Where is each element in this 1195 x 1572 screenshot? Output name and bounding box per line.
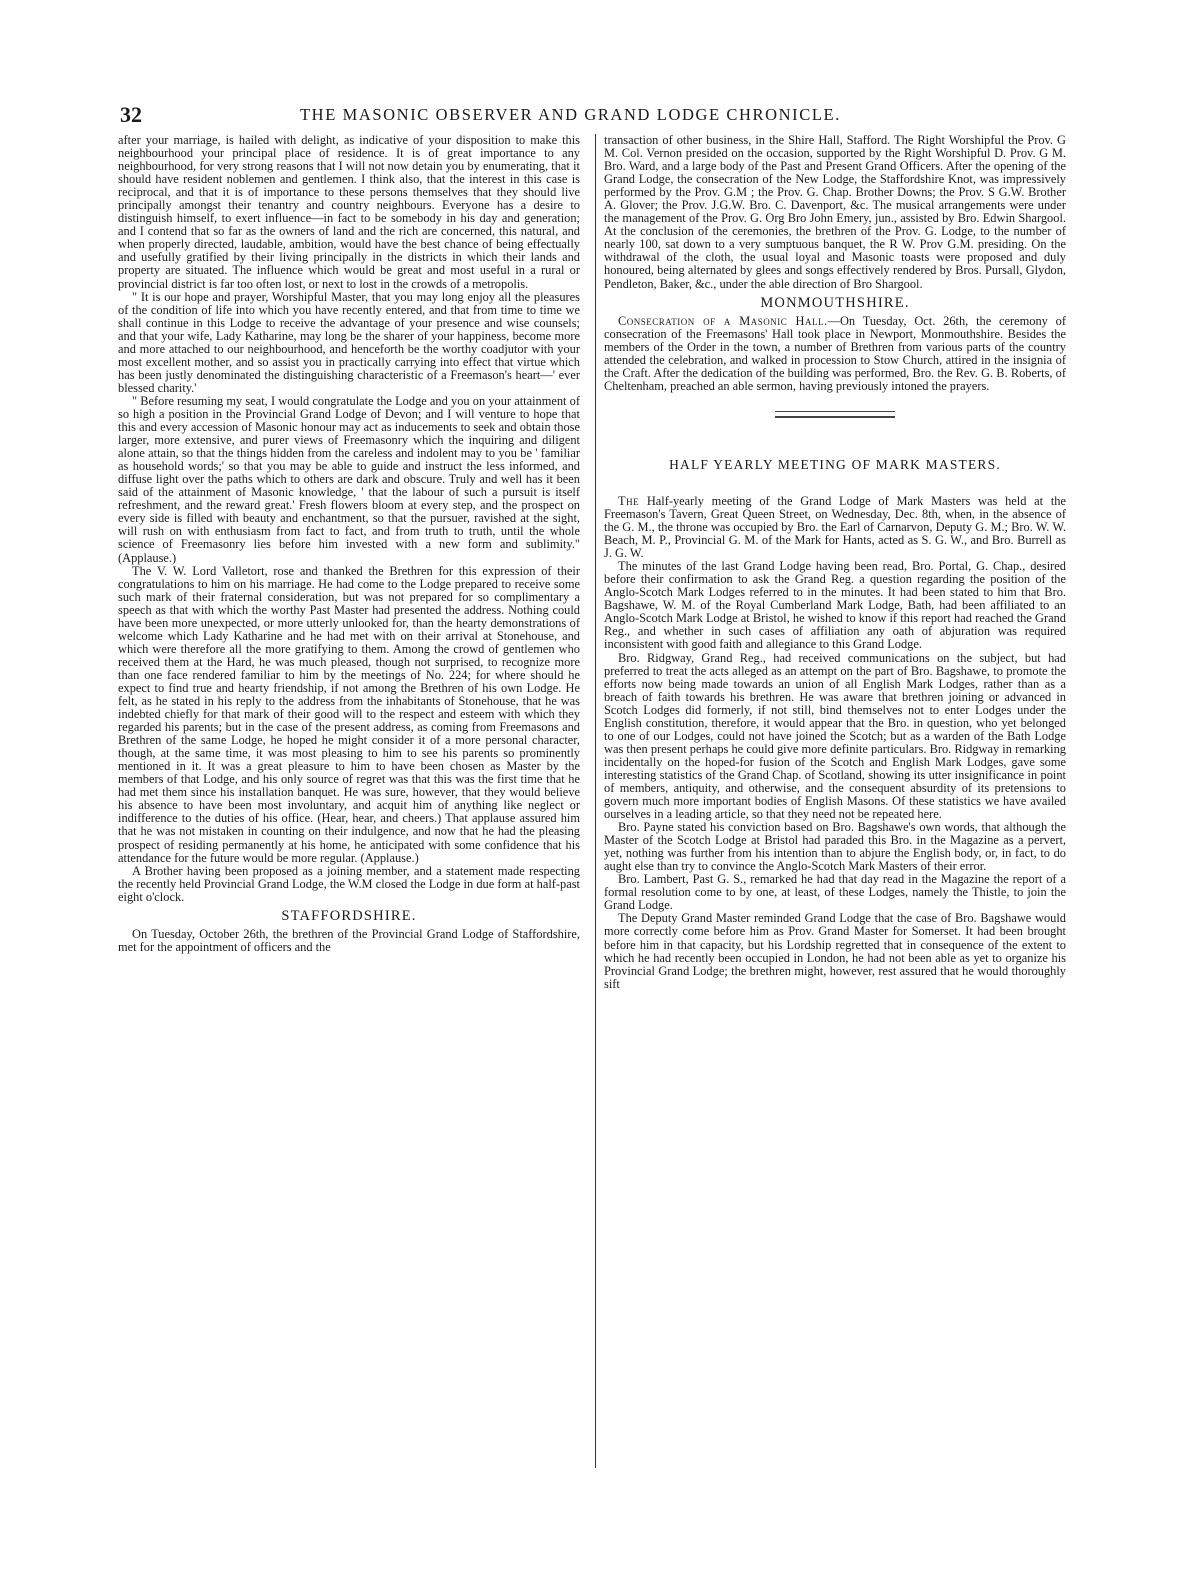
mark-lead-word: The [618,493,640,508]
left-paragraph-1: after your marriage, is hailed with delight, as indicative of your disposition to make this neighbourhood your principal place of residence. It is of great importance to any neighbourhood, for very strong reasons that I will not now detain you by enumerating, that it should have resident noblemen and gentlemen. I think also, that the interest in this case is reciprocal, and that it is of importance to these persons themselves that they should live principally amongst their tenantry and country neighbours. Everyone has a desire to distinguish himself, to exert influence—in fact to be somebody in his day and generation; and I contend that so far as the owners of land and the rich are concerned, this natural, and when properly directed, laudable, ambition, would have the best chance of being effectually and usefully gratified by their living principally in the districts in which their lands and property are situated. The influence which would be great and most useful in a rural or provincial district is far too often lost, or next to lost in the crowds of a metropolis. [118,133,580,291]
section-ornament-rule [775,411,895,418]
mark-paragraph-5: Bro. Lambert, Past G. S., remarked he had that day read in the Magazine the report of a formal resolution come to by one, at least, of these Lodges, namely the Thistle, to join the Grand Lodge. [604,872,1066,913]
left-column [118,134,580,954]
page-number: 32 [120,102,142,127]
staffordshire-heading: STAFFORDSHIRE. [281,907,417,924]
mark-paragraph-1-text: Half-yearly meeting of the Grand Lodge of Mark Masters was held at the Freemason's Tavern, Great Queen Street, on Wednesday, Dec. 8th, when, in the absence of the G. M., the throne was occupied by Bro. the Earl of Carnarvon, Deputy G. M.; Bro. W. W. Beach, M. P., Provincial G. M. of the Mark for Hants, acted as S. G. W., and Bro. Burrell as J. G. W. [604,493,1066,561]
monmouthshire-lead: Consecration of a Masonic Hall. [618,313,828,328]
mark-paragraph-3: Bro. Ridgway, Grand Reg., had received communications on the subject, but had preferred to treat the acts alleged as an attempt on the part of Bro. Bagshawe, to promote the efforts now being made towards an union of all English Mark Lodges, rather than as a breach of faith towards his brethren. He was aware that brethren joining or advanced in Scotch Lodges did formerly, if not still, bind themselves not to enter Lodges under the English constitution, therefore, it would appear that the Bro. in question, who yet belonged to one of our Lodges, could not have joined the Scotch; but as a warden of the Bath Lodge was then present perhaps he could give more definite particulars. Bro. Ridgway in remarking incidentally on the hoped-for fusion of the Scotch and English Mark Lodges, gave some interesting statistics of the Grand Chap. of Scotland, showing its utter insignificance in point of members, antiquity, and otherwise, and the consequent absurdity of its pretensions to govern much more important bodies of English Masons. Of these statistics we have availed ourselves in a leading article, so that they need not be repeated here. [604,650,1066,822]
mark-paragraph-6: The Deputy Grand Master reminded Grand Lodge that the case of Bro. Bagshawe would more correctly come before him as Prov. Grand Master for Somerset. It had been brought before him in that capacity, but his Lordship regretted that in consequence of the extent to which he had recently been occupied in London, he had not been able as yet to organize his Provincial Grand Lodge; the brethren might, however, rest assured that he would thoroughly sift [604,911,1066,991]
monmouthshire-text: —On Tuesday, Oct. 26th, the ceremony of consecration of the Freemasons' Hall took place in Newport, Monmouthshire. Besides the members of the Order in the town, a number of Brethren from various parts of the country attended the celebration, and walked in procession to Stow Church, attired in the insignia of the Craft. After the dedication of the building was performed, Bro. the Rev. G. B. Roberts, of Cheltenham, preached an able sermon, having previously intoned the prayers. [604,313,1066,393]
monmouthshire-paragraph [604,315,1066,393]
mark-paragraph-1 [604,495,1066,560]
left-paragraph-3: " Before resuming my seat, I would congratulate the Lodge and you on your attainment of so high a position in the Provincial Grand Lodge of Devon; and I will venture to hope that this and every accession of Masonic honour may act as inducements to seek and obtain those larger, more extensive, and purer views of Freemasonry which the inquiring and diligent alone attain, so that the things hidden from the careless and indolent may to you be ' familiar as household words;' so that you may be able to guide and instruct the less informed, and diffuse light over the paths which to others are dark and obscure. Truly and well has it been said of the attainment of Masonic knowledge, ' that the labour of such a pursuit is itself refreshment, and the reward great.' Fresh flowers bloom at every step, and the prospect on every side is filled with beauty and enchantment, so that the pursuer, ravished at the sight, will rush on with enthusiasm from fact to fact, and from truth to truth, until the whole science of Freemasonry lies before him invested with a new form and sublimity." (Applause.) [118,393,580,565]
mark-paragraph-4: Bro. Payne stated his conviction based on Bro. Bagshawe's own words, that although the Master of the Scotch Lodge at Bristol had paraded this Bro. in the Magazine as a pervert, yet, nothing was further from his intention than to abjure the English body, or, in fact, to do aught else than try to convince the Anglo-Scotch Mark Masters of their error. [604,820,1066,874]
monmouthshire-heading: MONMOUTHSHIRE. [760,294,910,311]
staffordshire-continued: transaction of other business, in the Shire Hall, Stafford. The Right Worshipful the Prov. G M. Col. Vernon presided on the occasion, supported by the Right Worshipful D. Prov. G M. Bro. Ward, and a large body of the Past and Present Grand Officers. After the opening of the Grand Lodge, the consecration of the New Lodge, the Staffordshire Knot, was impressively performed by the Prov. G.M ; the Prov. G. Chap. Brother Downs; the Prov. S G.W. Brother A. Glover; the Prov. J.G.W. Bro. C. Davenport, &c. The musical arrangements were under the management of the Prov. G. Org Bro John Emery, jun., assisted by Bro. Edwin Shargool. At the conclusion of the ceremonies, the brethren of the Prov. G. Lodge, to the number of nearly 100, sat down to a very sumptuous banquet, the R W. Prov G.M. presiding. On the withdrawal of the cloth, the usual loyal and Masonic toasts were proposed and duly honoured, being alternated by glees and songs effectively rendered by Bros. Pursall, Glydon, Pendleton, Baker, &c., under the able direction of Bro Shargool. [604,133,1066,291]
left-paragraph-2: " It is our hope and prayer, Worshipful Master, that you may long enjoy all the pleasures of the condition of life into which you have recently entered, and that from time to time we shall continue in this Lodge to receive the advantage of your presence and wise counsels; and that your wife, Lady Katharine, may long be the sharer of your happiness, become more and more attached to our neighbourhood, and henceforth be the worthy coadjutor with your most excellent mother, and so assist you in practically carrying into effect that virtue which has been justly denominated the distinguishing characteristic of a Freemason's heart—' ever blessed charity.' [118,289,580,395]
mark-masters-heading: HALF YEARLY MEETING OF MARK MASTERS. [669,456,1001,472]
mark-paragraph-2: The minutes of the last Grand Lodge having been read, Bro. Portal, G. Chap., desired before their confirmation to ask the Grand Reg. a question regarding the position of the Anglo-Scotch Mark Lodges referred to in the minutes. It had been stated to him that Bro. Bagshawe, W. M. of the Royal Cumberland Mark Lodge, Bath, had been affiliated to an Anglo-Scotch Mark Lodge at Bristol, he wished to know if this report had reached the Grand Reg., and whether in such cases of affiliation any oath of abjuration was required inconsistent with good faith and allegiance to this Grand Lodge. [604,559,1066,652]
running-title: THE MASONIC OBSERVER AND GRAND LODGE CHRONICLE. [300,105,841,124]
left-paragraph-5: A Brother having been proposed as a joining member, and a statement made respecting the recently held Provincial Grand Lodge, the W.M closed the Lodge in due form at half-past eight o'clock. [118,863,580,904]
right-column [604,134,1066,991]
staffordshire-paragraph: On Tuesday, October 26th, the brethren of the Provincial Grand Lodge of Staffordshire, met for the appointment of officers and the [118,926,580,954]
left-paragraph-4: The V. W. Lord Valletort, rose and thanked the Brethren for this expression of their congratulations to him on his marriage. He had come to the Lodge prepared to receive some such mark of their fraternal consideration, but was not prepared for so complimentary a speech as that with which the worthy Past Master had presented the address. Nothing could have been more unexpected, or more utterly unlooked for, than the hearty demonstrations of welcome which Lady Katharine and he had met with on their arrival at Stonehouse, and which were therefore all the more gratifying to them. Among the crowd of gentlemen who received them at the Hard, he was much pleased, though not surprised, to recognize more than one face rendered familiar to him by the meetings of No. 224; for where should he expect to find true and hearty friendship, if not among the Brethren of his own Lodge. He felt, as he stated in his reply to the address from the inhabitants of Stonehouse, that he was indebted chiefly for that mark of their good will to the respect and esteem with which they regarded his parents; but in the case of the present address, as coming from Freemasons and Brethren of the same Lodge, he hoped he might consider it of a more personal character, though, at the same time, it was most pleasing to him to see his parents so prominently mentioned in it. It was a great pleasure to him to have been chosen as Master by the members of that Lodge, and his only source of regret was that this was the first time that he had met them since his installation banquet. He was sure, however, that they would believe his absence to have been most involuntary, and acquit him of anything like neglect or indifference to the duties of his office. (Hear, hear, and cheers.) That applause assured him that he was not mistaken in counting on their indulgence, and now that he had the pleasing prospect of residing permanently at his home, he anticipated with some confidence that his attendance for the future would be more regular. (Applause.) [118,563,580,865]
page-header [110,102,1070,128]
column-divider [595,134,596,1468]
